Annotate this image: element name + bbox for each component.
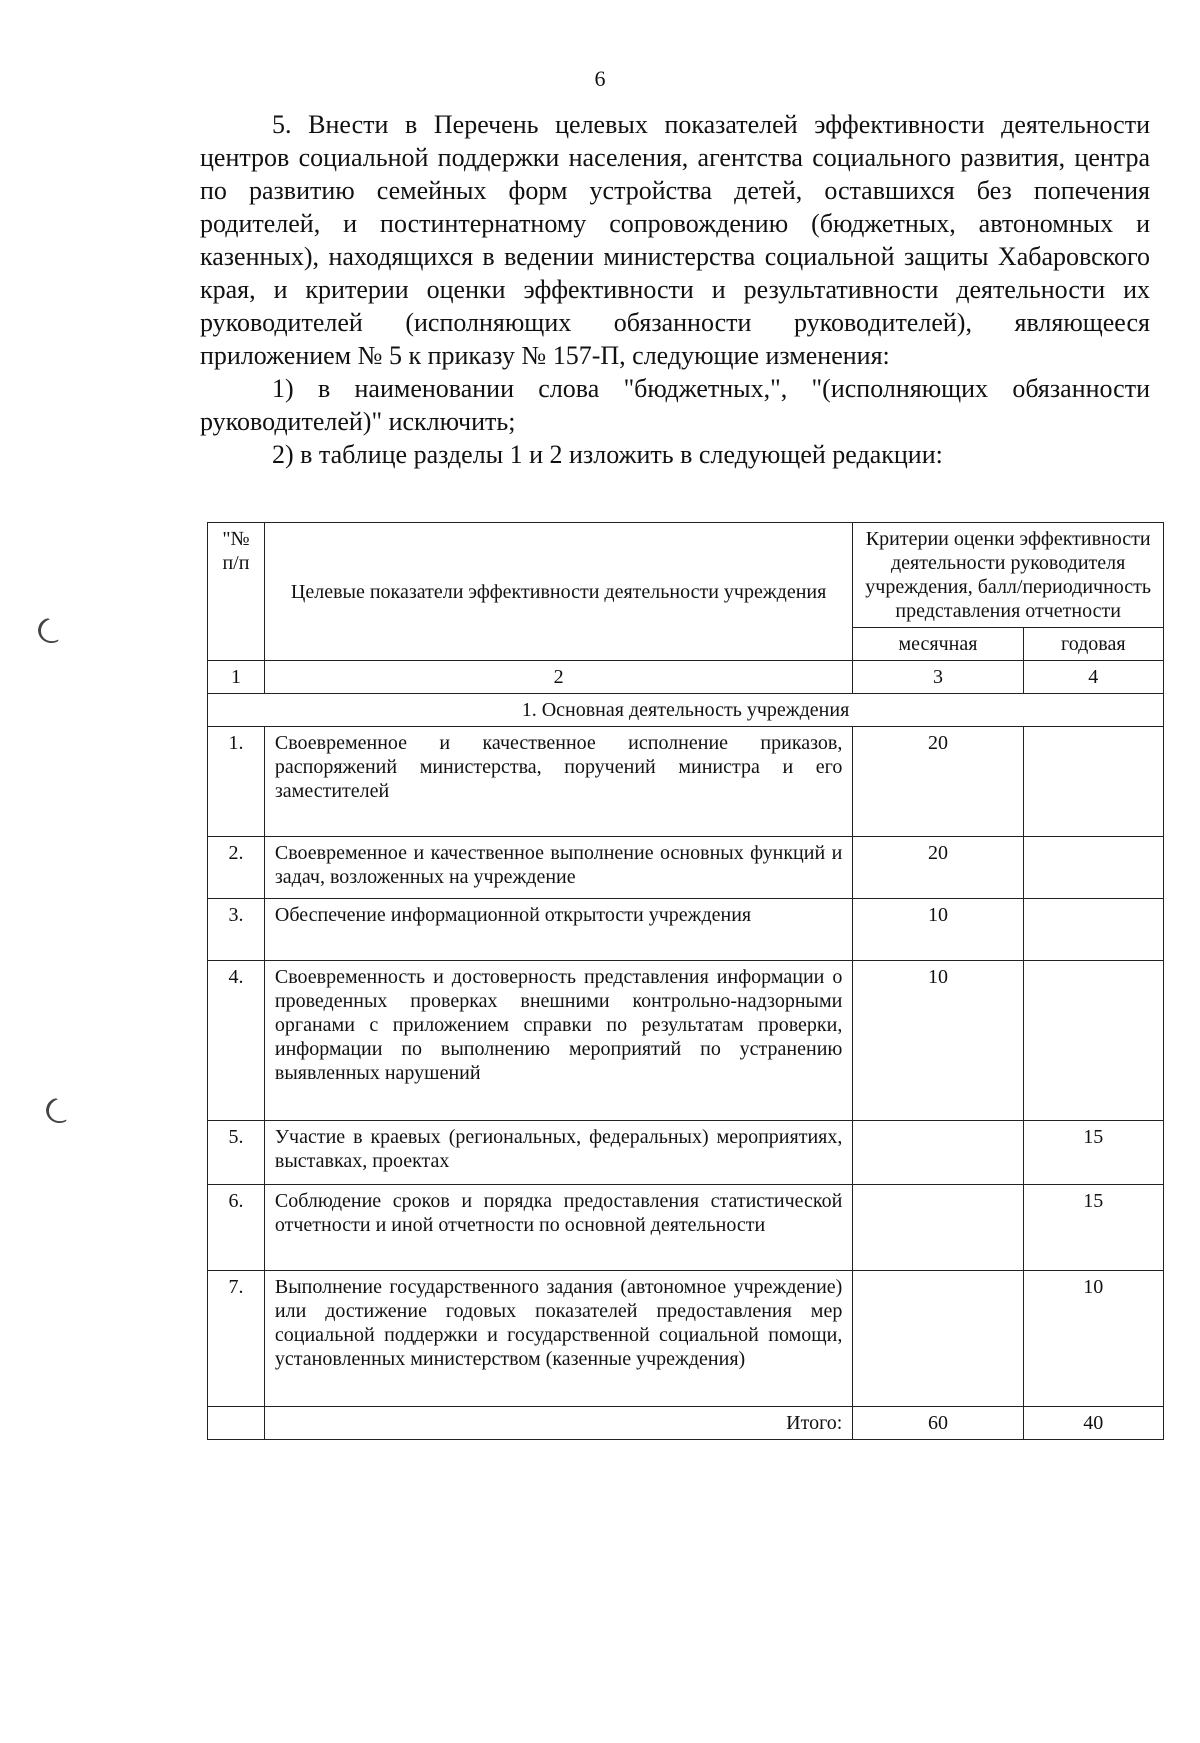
row-text: Обеспечение информационной открытости учреждения — [264, 899, 852, 961]
header-criteria: Критерии оценки эффективности деятельности руководителя учреждения, балл/периодичность представления отчетности — [853, 523, 1164, 628]
criteria-table — [207, 522, 1164, 1440]
table-row — [208, 837, 1164, 899]
row-monthly: 20 — [853, 727, 1023, 837]
row-yearly — [1023, 961, 1163, 1121]
row-yearly — [1023, 837, 1163, 899]
total-row — [208, 1407, 1164, 1440]
col-number: 1 — [208, 661, 265, 694]
table-row — [208, 1121, 1164, 1185]
table-row — [208, 727, 1164, 837]
table-row — [208, 1185, 1164, 1271]
row-text: Своевременность и достоверность представления информации о проведенных проверках внешними контрольно-надзорными органами с приложением справки по результатам проверки, информации по выполнению мероприятий по устранению выявленных нарушений — [264, 961, 852, 1121]
row-num: 5. — [208, 1121, 265, 1185]
row-monthly: 10 — [853, 899, 1023, 961]
row-num: 6. — [208, 1185, 265, 1271]
table-row — [208, 961, 1164, 1121]
col-number: 3 — [853, 661, 1023, 694]
intro-text — [200, 108, 1150, 471]
row-monthly: 20 — [853, 837, 1023, 899]
section-title-row — [208, 694, 1164, 727]
row-yearly — [1023, 727, 1163, 837]
row-text: Выполнение государственного задания (автономное учреждение) или достижение годовых показателей предоставления мер социальной поддержки и государственной социальной помощи, установленных министерством (казенные учреждения) — [264, 1271, 852, 1407]
col-number: 2 — [264, 661, 852, 694]
row-num: 2. — [208, 837, 265, 899]
header-yearly: годовая — [1023, 628, 1163, 661]
row-num: 1. — [208, 727, 265, 837]
row-monthly — [853, 1121, 1023, 1185]
paragraph-5: 5. Внести в Перечень целевых показателей эффективности деятельности центров социальной поддержки населения, агентства социального развития, центра по развитию семейных форм устройства детей, оставшихся без попечения родителей, и постинтернатному сопровождению (бюджетных, автономных и казенных), находящихся в ведении министерства социальной защиты Хабаровского края, и критерии оценки эффективности и результативности деятельности их руководителей (исполняющих обязанности руководителей), являющееся приложением № 5 к приказу № 157-П, следующие изменения: — [200, 110, 1150, 370]
row-monthly — [853, 1271, 1023, 1407]
row-num: 3. — [208, 899, 265, 961]
row-yearly: 15 — [1023, 1185, 1163, 1271]
row-yearly: 10 — [1023, 1271, 1163, 1407]
punch-hole-mark — [35, 614, 68, 646]
total-monthly: 60 — [853, 1407, 1023, 1440]
row-yearly — [1023, 899, 1163, 961]
page-number: 6 — [594, 66, 606, 91]
row-monthly: 10 — [853, 961, 1023, 1121]
row-text: Своевременное и качественное выполнение основных функций и задач, возложенных на учреждение — [264, 837, 852, 899]
table-row — [208, 899, 1164, 961]
row-text: Участие в краевых (региональных, федеральных) мероприятиях, выставках, проектах — [264, 1121, 852, 1185]
column-number-row — [208, 661, 1164, 694]
header-row — [208, 523, 1164, 628]
row-num: 7. — [208, 1271, 265, 1407]
total-label: Итого: — [264, 1407, 852, 1440]
row-monthly — [853, 1185, 1023, 1271]
list-item-2: 2) в таблице разделы 1 и 2 изложить в следующей редакции: — [272, 440, 943, 469]
header-monthly: месячная — [853, 628, 1023, 661]
table-row — [208, 1271, 1164, 1407]
row-text: Своевременное и качественное исполнение приказов, распоряжений министерства, поручений министра и его заместителей — [264, 727, 852, 837]
row-num: 4. — [208, 961, 265, 1121]
col-number: 4 — [1023, 661, 1163, 694]
row-yearly: 15 — [1023, 1121, 1163, 1185]
header-indicators: Целевые показатели эффективности деятельности учреждения — [264, 523, 852, 661]
total-num-cell — [208, 1407, 265, 1440]
list-item-1: 1) в наименовании слова "бюджетных,", "(исполняющих обязанности руководителей)" исключить; — [200, 374, 1150, 436]
section-title: 1. Основная деятельность учреждения — [208, 694, 1164, 727]
punch-hole-mark — [43, 1094, 76, 1126]
header-num: "№ п/п — [208, 523, 265, 661]
row-text: Соблюдение сроков и порядка предоставления статистической отчетности и иной отчетности по основной деятельности — [264, 1185, 852, 1271]
total-yearly: 40 — [1023, 1407, 1163, 1440]
